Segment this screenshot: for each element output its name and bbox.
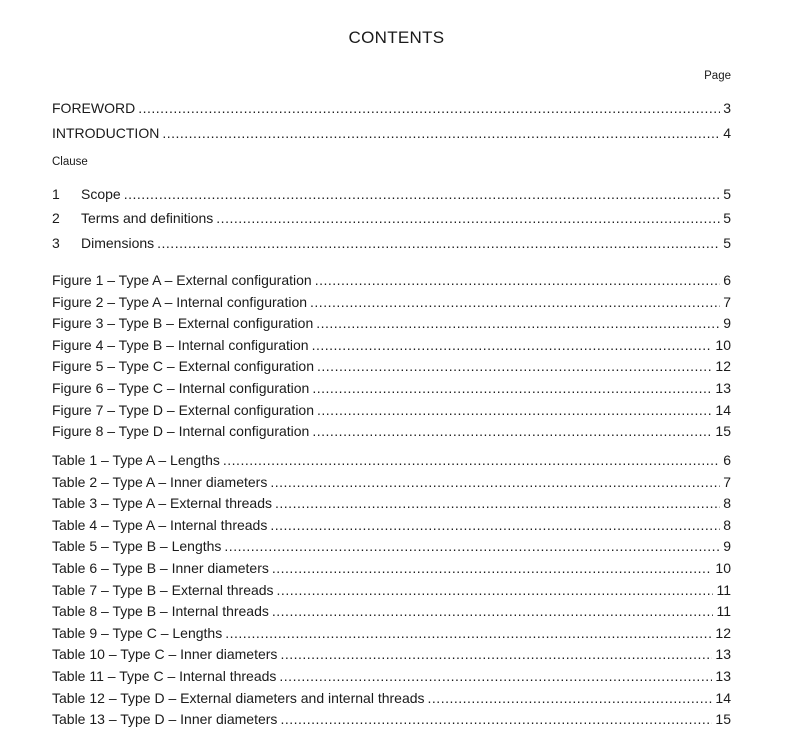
clause-number: 3 xyxy=(52,235,60,251)
toc-figure-entry[interactable] xyxy=(52,379,731,397)
dot-leader xyxy=(225,624,712,642)
toc-entry-label: Figure 3 – Type B – External configuration xyxy=(52,315,314,332)
dot-leader xyxy=(216,209,720,227)
toc-entry-page: 8 xyxy=(723,495,731,512)
dot-leader xyxy=(223,451,720,469)
toc-entry-page: 15 xyxy=(715,423,731,440)
toc-entry-label: Dimensions xyxy=(81,235,155,251)
toc-entry-page: 13 xyxy=(715,668,731,684)
dot-leader xyxy=(312,379,712,397)
dot-leader xyxy=(272,602,714,620)
toc-entry-page: 15 xyxy=(715,711,731,728)
toc-entry-page: 11 xyxy=(716,603,731,620)
dot-leader xyxy=(157,234,720,252)
dot-leader xyxy=(312,336,713,354)
toc-figure-entry[interactable] xyxy=(52,293,731,311)
toc-entry-label: Table 2 – Type A – Inner diameters xyxy=(52,473,268,490)
toc-table-entry[interactable] xyxy=(52,516,731,534)
dot-leader xyxy=(280,645,712,663)
dot-leader xyxy=(316,314,720,332)
dot-leader xyxy=(270,473,720,491)
toc-entry-label: Table 1 – Type A – Lengths xyxy=(52,452,220,468)
toc-entry-page: 13 xyxy=(715,380,731,396)
toc-entry-label: Table 6 – Type B – Inner diameters xyxy=(52,560,269,576)
page-title: CONTENTS xyxy=(348,28,445,47)
toc-entry-page: 8 xyxy=(723,516,731,533)
dot-leader xyxy=(280,710,712,728)
dot-leader xyxy=(428,689,713,707)
toc-entry-label: Figure 8 – Type D – Internal configuration xyxy=(52,423,310,440)
dot-leader xyxy=(312,422,712,440)
toc-entry-label: Figure 7 – Type D – External configuration xyxy=(52,401,315,418)
toc-table-entry[interactable] xyxy=(52,451,731,469)
dot-leader xyxy=(317,401,712,419)
toc-entry-label: Table 8 – Type B – Internal threads xyxy=(52,603,269,620)
toc-entry-label: Table 12 – Type D – External diameters and internal threads xyxy=(52,689,425,706)
clause-number: 1 xyxy=(52,186,60,202)
toc-entry-page: 5 xyxy=(723,186,731,202)
dot-leader xyxy=(272,559,713,577)
toc-table-entry[interactable] xyxy=(52,602,731,620)
toc-entry-label: Figure 6 – Type C – Internal configuration xyxy=(52,380,310,396)
dot-leader xyxy=(317,357,712,375)
toc-entry-label: Table 4 – Type A – Internal threads xyxy=(52,516,268,533)
dot-leader xyxy=(310,293,720,311)
toc-clause-entry[interactable] xyxy=(52,209,731,227)
toc-entry-page: 10 xyxy=(715,560,731,576)
toc-entry-label: Table 7 – Type B – External threads xyxy=(52,581,274,598)
toc-table-entry[interactable] xyxy=(52,581,731,599)
toc-entry-page: 7 xyxy=(723,473,731,490)
toc-figure-entry[interactable] xyxy=(52,401,731,419)
toc-entry-foreword[interactable] xyxy=(52,99,731,117)
toc-entry-page: 12 xyxy=(715,358,731,375)
dot-leader xyxy=(277,581,714,599)
dot-leader xyxy=(124,185,721,203)
toc-entry-label: Table 13 – Type D – Inner diameters xyxy=(52,711,278,728)
toc-entry-page: 13 xyxy=(715,646,731,663)
toc-entry-page: 4 xyxy=(723,125,731,141)
toc-entry-label: Table 5 – Type B – Lengths xyxy=(52,538,222,555)
toc-entry-label: Figure 1 – Type A – External configuration xyxy=(52,272,312,288)
dot-leader xyxy=(224,537,720,555)
toc-entry-label: INTRODUCTION xyxy=(52,125,160,141)
toc-entry-page: 12 xyxy=(715,624,731,641)
dot-leader xyxy=(315,271,721,289)
toc-entry-label: Table 9 – Type C – Lengths xyxy=(52,624,223,641)
toc-entry-page: 5 xyxy=(723,210,731,226)
toc-entry-label: Table 10 – Type C – Inner diameters xyxy=(52,646,278,663)
toc-entry-label: Scope xyxy=(81,186,121,202)
toc-entry-page: 14 xyxy=(715,689,731,706)
toc-entry-label: Figure 2 – Type A – Internal configuration xyxy=(52,293,308,310)
toc-figure-entry[interactable] xyxy=(52,336,731,354)
dot-leader xyxy=(162,124,720,142)
toc-entry-label: Figure 5 – Type C – External configuration xyxy=(52,358,315,375)
toc-clause-entry[interactable] xyxy=(52,185,731,203)
toc-entry-page: 3 xyxy=(723,100,731,116)
toc-entry-introduction[interactable] xyxy=(52,124,731,142)
clause-column-label: Clause xyxy=(52,156,88,168)
page-column-label: Page xyxy=(704,70,731,82)
toc-figure-entry[interactable] xyxy=(52,271,731,289)
dot-leader xyxy=(138,99,720,117)
toc-entry-page: 9 xyxy=(723,315,731,332)
dot-leader xyxy=(270,516,720,534)
toc-figure-entry[interactable] xyxy=(52,422,731,440)
toc-entry-page: 14 xyxy=(715,401,731,418)
toc-figure-entry[interactable] xyxy=(52,357,731,375)
toc-table-entry[interactable] xyxy=(52,689,731,707)
toc-entry-page: 6 xyxy=(723,272,731,288)
toc-table-entry[interactable] xyxy=(52,494,731,512)
dot-leader xyxy=(279,667,712,685)
toc-entry-label: Terms and definitions xyxy=(81,210,214,226)
toc-table-entry[interactable] xyxy=(52,710,731,728)
toc-entry-page: 6 xyxy=(723,452,731,468)
toc-table-entry[interactable] xyxy=(52,559,731,577)
clause-number: 2 xyxy=(52,210,60,226)
toc-table-entry[interactable] xyxy=(52,667,731,685)
toc-table-entry[interactable] xyxy=(52,645,731,663)
toc-table-entry[interactable] xyxy=(52,624,731,642)
toc-entry-page: 10 xyxy=(715,336,731,353)
toc-clause-entry[interactable] xyxy=(52,234,731,252)
toc-entry-label: Table 11 – Type C – Internal threads xyxy=(52,668,277,684)
toc-entry-label: Table 3 – Type A – External threads xyxy=(52,495,273,512)
toc-entry-page: 9 xyxy=(723,538,731,555)
toc-entry-page: 7 xyxy=(723,293,731,310)
toc-entry-page: 11 xyxy=(716,581,731,598)
toc-entry-label: Figure 4 – Type B – Internal configuration xyxy=(52,336,309,353)
toc-entry-page: 5 xyxy=(723,235,731,251)
toc-figure-entry[interactable] xyxy=(52,314,731,332)
toc-table-entry[interactable] xyxy=(52,537,731,555)
toc-entry-label: FOREWORD xyxy=(52,100,136,116)
toc-table-entry[interactable] xyxy=(52,473,731,491)
dot-leader xyxy=(275,494,720,512)
